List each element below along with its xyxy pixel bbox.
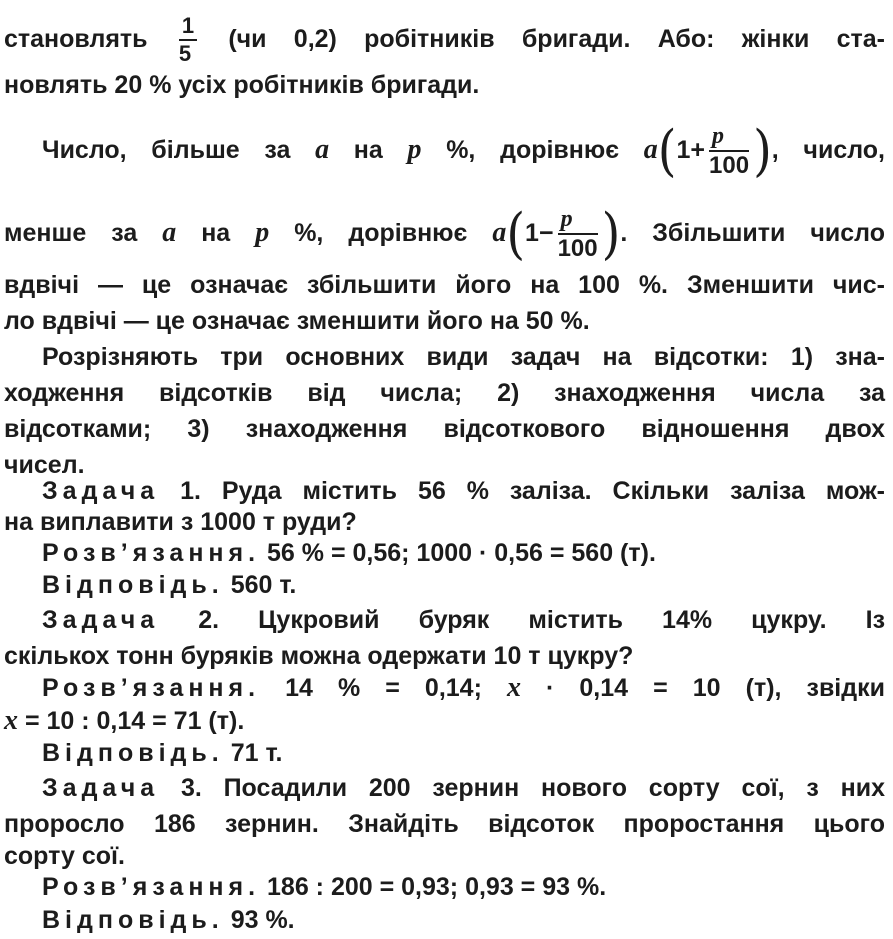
text-line: [4, 270, 885, 300]
problem-2-heading: [42, 605, 885, 635]
text-line: [4, 641, 885, 671]
text-fragment: на виплавити з 1000 т руди?: [4, 508, 357, 536]
text-line: [4, 306, 885, 336]
text-fragment: 71 т.: [230, 739, 283, 767]
text-fragment: 3. Посадили 200 зернин нового сорту сої, з них: [180, 774, 885, 802]
formula-term: 1+: [676, 136, 706, 164]
variable-a: a: [643, 134, 658, 165]
solution-3: [42, 872, 885, 902]
text-line: [4, 809, 885, 839]
variable-a: a: [492, 217, 507, 248]
text-line: [42, 342, 885, 372]
problem-label: Задача: [42, 477, 160, 505]
text-fragment: , число,: [771, 136, 885, 164]
problem-3-heading: [42, 773, 885, 803]
text-fragment: на: [353, 136, 383, 164]
fraction-denominator: 100: [557, 235, 598, 263]
variable-x: x: [506, 672, 521, 703]
text-fragment: ходження відсотків від числа; 2) знаходження числа за: [4, 379, 885, 407]
text-fragment: 56 % = 0,56; 1000 · 0,56 = 560 (т).: [267, 539, 656, 567]
text-fragment: · 0,14 = 10 (т), звідки: [546, 674, 886, 702]
problem-label: Задача: [42, 774, 160, 802]
text-fragment: Число, більше за: [42, 136, 291, 164]
text-fragment: 1. Руда містить 56 % заліза. Скільки заліза мож-: [180, 477, 885, 505]
text-fragment: новлять 20 % усіх робітників бригади.: [4, 71, 480, 99]
answer-2: [42, 738, 885, 768]
fraction-p-over-100: [709, 124, 749, 178]
text-fragment: вдвічі — це означає збільшити його на 100 %. Зменшити чис-: [4, 271, 885, 299]
text-fragment: відсотками; 3) знаходження відсоткового відношення двох: [4, 415, 885, 443]
fraction-numerator: p: [709, 124, 749, 152]
answer-label: Відповідь.: [42, 906, 224, 934]
variable-a: a: [162, 217, 177, 248]
text-fragment: становлять: [4, 25, 148, 53]
answer-1: [42, 570, 885, 600]
answer-label: Відповідь.: [42, 739, 224, 767]
solution-1: [42, 538, 885, 568]
text-line: [4, 706, 885, 736]
text-fragment: проросло 186 зернин. Знайдіть відсоток проростання цього: [4, 810, 885, 838]
text-fragment: Розрізняють три основних види задач на відсотки: 1) зна-: [42, 343, 885, 371]
formula-line: [4, 198, 885, 268]
problem-1-heading: [42, 476, 885, 506]
variable-p: p: [255, 217, 270, 248]
right-paren: ): [601, 202, 621, 267]
solution-label: Розв’язання.: [42, 674, 261, 702]
right-paren: ): [753, 119, 772, 184]
left-paren: (: [506, 202, 526, 267]
answer-3: [42, 905, 885, 935]
variable-a: a: [315, 134, 330, 165]
fraction-p-over-100: [558, 207, 598, 261]
text-fragment: %, дорівнює: [446, 136, 620, 164]
text-fragment: ло вдвічі — це означає зменшити його на 50 %.: [4, 307, 590, 335]
text-fragment: = 10 : 0,14 = 71 (т).: [24, 707, 245, 735]
text-fragment: 14 % = 0,14;: [285, 674, 482, 702]
text-fragment: 186 : 200 = 0,93; 0,93 = 93 %.: [267, 873, 607, 901]
answer-label: Відповідь.: [42, 571, 224, 599]
text-line: [4, 378, 885, 408]
fraction-denominator: 5: [178, 41, 192, 67]
increase-formula: [643, 119, 772, 184]
solution-label: Розв’язання.: [42, 873, 261, 901]
text-fragment: скількох тонн буряків можна одержати 10 т цукру?: [4, 642, 634, 670]
text-fragment: менше за: [4, 219, 138, 247]
text-line: [4, 13, 885, 67]
left-paren: (: [657, 119, 677, 184]
text-line: [4, 70, 885, 100]
variable-x: x: [4, 705, 18, 736]
variable-p: p: [407, 134, 422, 165]
text-fragment: 560 т.: [230, 571, 297, 599]
text-fragment: на: [201, 219, 231, 247]
fraction-denominator: 100: [709, 152, 750, 180]
formula-line: [42, 115, 885, 185]
problem-label: Задача: [42, 606, 160, 634]
text-line: [4, 841, 885, 871]
text-fragment: сорту сої.: [4, 842, 125, 870]
text-fragment: 93 %.: [230, 906, 295, 934]
text-fragment: чисел.: [4, 451, 85, 479]
fraction-one-fifth: [179, 15, 197, 65]
text-fragment: 2. Цукровий буряк містить 14% цукру. Із: [198, 606, 885, 634]
text-fragment: . Збільшити число: [620, 219, 885, 247]
solution-label: Розв’язання.: [42, 539, 261, 567]
solution-2: [42, 673, 885, 703]
text-fragment: %, дорівнює: [294, 219, 468, 247]
decrease-formula: [492, 202, 621, 267]
text-line: [4, 507, 885, 537]
fraction-numerator: 1: [179, 15, 197, 41]
text-line: [4, 414, 885, 444]
fraction-numerator: p: [558, 207, 598, 235]
text-fragment: (чи 0,2) робітників бригади. Або: жінки ста-: [228, 25, 885, 53]
formula-term: 1−: [525, 219, 554, 247]
